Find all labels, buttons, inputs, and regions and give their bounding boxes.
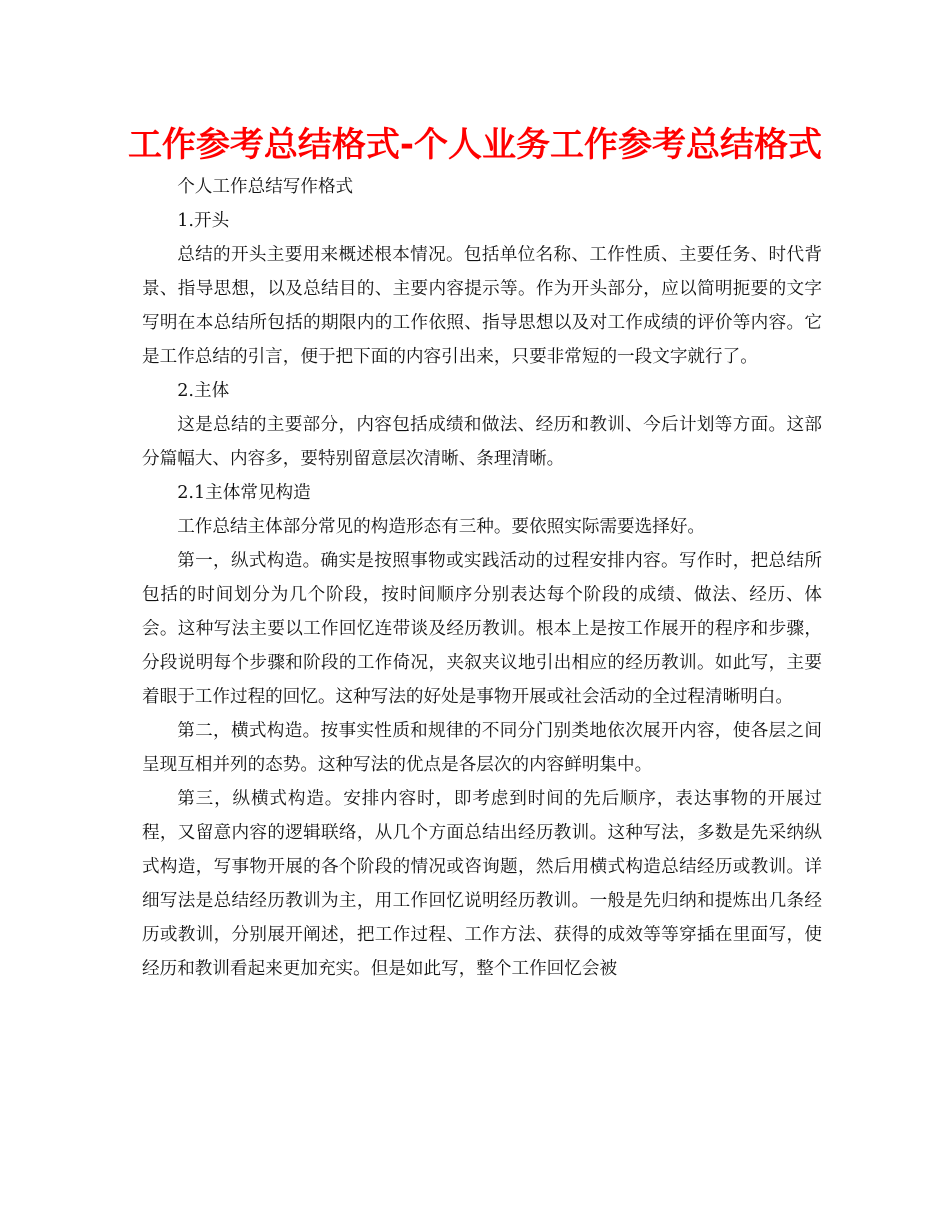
section-heading-structure: 2.1主体常见构造 (177, 483, 311, 503)
section-heading-opening: 1.开头 (177, 211, 230, 231)
paragraph-opening: 总结的开头主要用来概述根本情况。包括单位名称、工作性质、主要任务、时代背景、指导思想，以及总结目的、主要内容提示等。作为开头部分，应以简明扼要的文字写明在本总结所包括的期限内的工作依照、指导思想以及对工作成绩的评价等内容。它是工作总结的引言，便于把下面的内容引出来，只要非常短的一段文字就行了。 (142, 245, 822, 367)
paragraph-combined-structure: 第三，纵横式构造。安排内容时，即考虑到时间的先后顺序，表达事物的开展过程，又留意内容的逻辑联络，从几个方面总结出经历教训。这种写法，多数是先采纳纵式构造，写事物开展的各个阶段的情况或咨询题，然后用横式构造总结经历或教训。详细写法是总结经历教训为主，用工作回忆说明经历教训。一般是先归纳和提炼出几条经历或教训，分别展开阐述，把工作过程、工作方法、获得的成效等等穿插在里面写，使经历和教训看起来更加充实。但是如此写，整个工作回忆会被 (142, 789, 822, 979)
document-body (142, 170, 822, 986)
paragraph-horizontal-structure: 第二，横式构造。按事实性质和规律的不同分门别类地依次展开内容，使各层之间呈现互相并列的态势。这种写法的优点是各层次的内容鲜明集中。 (142, 721, 822, 775)
paragraph-body-intro: 这是总结的主要部分，内容包括成绩和做法、经历和教训、今后计划等方面。这部分篇幅大、内容多，要特别留意层次清晰、条理清晰。 (142, 415, 822, 469)
paragraph-structure-intro: 工作总结主体部分常见的构造形态有三种。要依照实际需要选择好。 (177, 517, 706, 537)
paragraph-subtitle: 个人工作总结写作格式 (177, 177, 354, 197)
section-heading-body: 2.主体 (177, 381, 230, 401)
document-title: 工作参考总结格式-个人业务工作参考总结格式 (127, 125, 823, 165)
paragraph-vertical-structure: 第一，纵式构造。确实是按照事物或实践活动的过程安排内容。写作时，把总结所包括的时间划分为几个阶段，按时间顺序分别表达每个阶段的成绩、做法、经历、体会。这种写法主要以工作回忆连带谈及经历教训。根本上是按工作展开的程序和步骤，分段说明每个步骤和阶段的工作倚况，夹叙夹议地引出相应的经历教训。如此写，主要着眼于工作过程的回忆。这种写法的好处是事物开展或社会活动的全过程清晰明白。 (142, 551, 822, 707)
